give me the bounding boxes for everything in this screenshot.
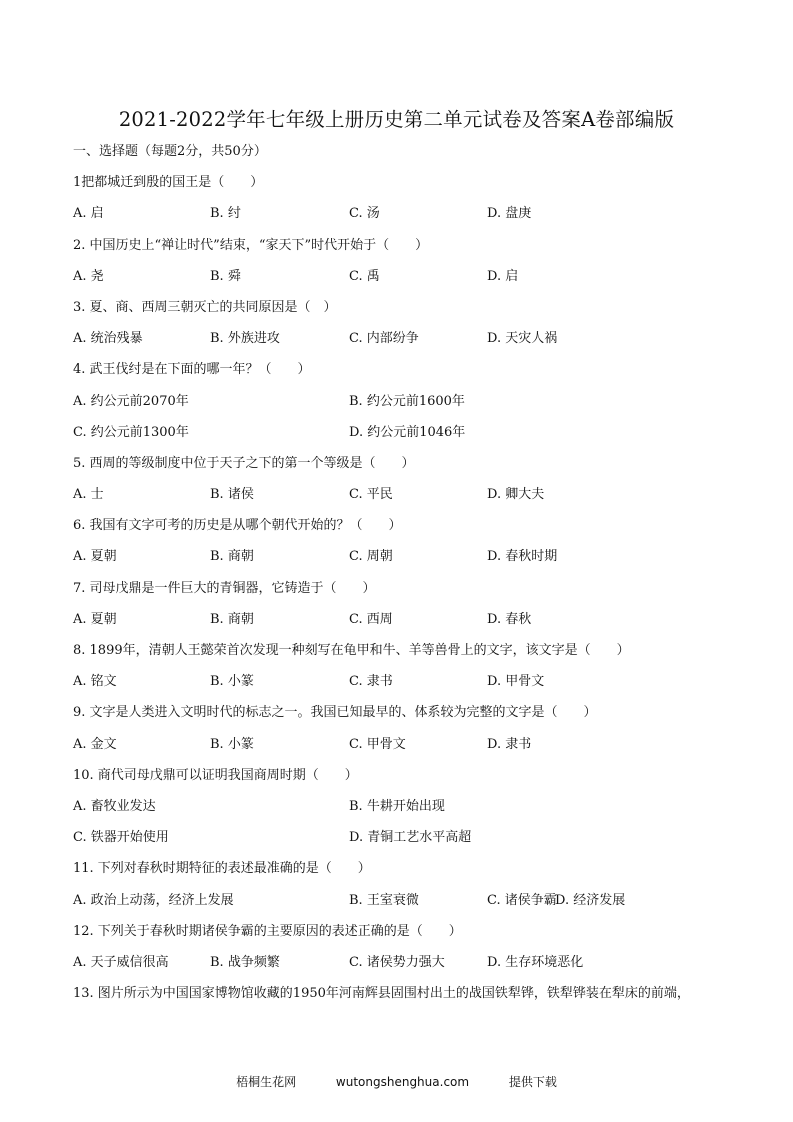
option-d: D. 春秋	[487, 611, 532, 627]
question-options	[73, 424, 753, 455]
q13-stem: 13. 图片所示为中国国家博物馆收藏的1950年河南辉县固围村出土的战国铁犁铧，铁犁铧装在犁床的前端，	[73, 986, 690, 1002]
question-stem	[73, 923, 753, 954]
option-b: B. 牛耕开始出现	[349, 798, 445, 814]
option-b: B. 战争频繁	[210, 954, 280, 970]
footer-download: 提供下载	[508, 1075, 557, 1089]
option-c: C. 诸侯势力强大	[349, 954, 445, 970]
option-c: C. 禹	[349, 268, 380, 284]
question-options	[73, 330, 753, 361]
option-c: C. 隶书	[349, 674, 393, 690]
option-a: A. 夏朝	[73, 549, 117, 565]
option-d: D. 天灾人祸	[487, 331, 558, 347]
option-a: A. 政治上动荡，经济上发展	[73, 892, 234, 908]
question-stem	[73, 860, 753, 891]
question-options	[73, 954, 753, 985]
question-list	[73, 143, 753, 1016]
option-a: A. 统治残暴	[73, 331, 143, 347]
question-options	[73, 393, 753, 424]
footer-site-name: 梧桐生花网	[236, 1075, 297, 1089]
option-b: B. 外族进攻	[210, 331, 280, 347]
question-stem	[73, 237, 753, 268]
q6-stem: 6. 我国有文字可考的历史是从哪个朝代开始的？（ ）	[73, 518, 402, 534]
option-c: C. 约公元前1300年	[73, 424, 189, 440]
section-heading	[73, 143, 753, 174]
question-options	[73, 611, 753, 642]
question-stem	[73, 174, 753, 205]
question-stem	[73, 704, 753, 735]
option-a: A. 铭文	[73, 674, 117, 690]
question-stem	[73, 517, 753, 548]
footer-url[interactable]: wutongshenghua.com	[335, 1075, 470, 1089]
section-label: 一、选择题（每题2分，共50分）	[73, 144, 267, 159]
option-d: D. 甲骨文	[487, 674, 545, 690]
option-d: D. 青铜工艺水平高超	[349, 830, 472, 846]
question-options	[73, 829, 753, 860]
document-title: 2021-2022学年七年级上册历史第二单元试卷及答案A卷部编版	[118, 108, 675, 131]
option-a: A. 天子威信很高	[73, 954, 169, 970]
option-b: B. 小篆	[210, 674, 254, 690]
option-b: B. 王室衰微	[349, 892, 419, 908]
q3-stem: 3. 夏、商、西周三朝灭亡的共同原因是（ ）	[73, 299, 337, 315]
option-a: A. 启	[73, 206, 104, 222]
q2-stem: 2. 中国历史上“禅让时代”结束，“家天下”时代开始于（ ）	[73, 237, 429, 253]
option-d: D. 生存环境恶化	[487, 954, 584, 970]
q1-stem: 1把都城迁到殷的国王是（ ）	[73, 175, 264, 191]
q4-stem: 4. 武王伐纣是在下面的哪一年？（ ）	[73, 362, 311, 378]
option-d: D. 约公元前1046年	[349, 424, 466, 440]
question-stem	[73, 299, 753, 330]
q12-stem: 12. 下列关于春秋时期诸侯争霸的主要原因的表述正确的是（ ）	[73, 923, 462, 939]
option-d: D. 春秋时期	[487, 549, 558, 565]
option-c: C. 甲骨文	[349, 736, 406, 752]
option-a: A. 金文	[73, 736, 117, 752]
option-c: C. 铁器开始使用	[73, 830, 169, 846]
option-b: B. 纣	[210, 206, 241, 222]
option-c: C. 汤	[349, 206, 380, 222]
q10-stem: 10. 商代司母戊鼎可以证明我国商周时期（ ）	[73, 767, 358, 783]
question-options	[73, 486, 753, 517]
question-options	[73, 205, 753, 236]
q9-stem: 9. 文字是人类进入文明时代的标志之一。我国已知最早的、体系较为完整的文字是（ ）	[73, 705, 597, 721]
option-b: B. 诸侯	[210, 487, 254, 503]
option-c: C. 平民	[349, 487, 393, 503]
question-options	[73, 268, 753, 299]
option-c: C. 西周	[349, 611, 393, 627]
option-b: B. 约公元前1600年	[349, 393, 465, 409]
question-options	[73, 892, 753, 923]
option-d: D. 经济发展	[555, 892, 626, 908]
option-b: B. 舜	[210, 268, 241, 284]
q11-stem: 11. 下列对春秋时期特征的表述最准确的是（ ）	[73, 861, 371, 877]
question-stem	[73, 985, 753, 1016]
option-d: D. 隶书	[487, 736, 532, 752]
option-a: A. 尧	[73, 268, 104, 284]
option-c: C. 周朝	[349, 549, 393, 565]
option-d: D. 卿大夫	[487, 487, 545, 503]
option-a: A. 畜牧业发达	[73, 798, 156, 814]
question-options	[73, 736, 753, 767]
question-stem	[73, 455, 753, 486]
question-options	[73, 548, 753, 579]
option-b: B. 商朝	[210, 549, 254, 565]
option-b: B. 小篆	[210, 736, 254, 752]
option-d: D. 盘庚	[487, 206, 532, 222]
option-d: D. 启	[487, 268, 519, 284]
question-stem	[73, 642, 753, 673]
q8-stem: 8. 1899年，清朝人王懿荣首次发现一种刻写在龟甲和牛、羊等兽骨上的文字，该文字是（ ）	[73, 643, 630, 658]
option-c: C. 诸侯争霸	[487, 892, 557, 908]
page-footer	[0, 1073, 793, 1090]
option-b: B. 商朝	[210, 611, 254, 627]
question-stem	[73, 767, 753, 798]
option-a: A. 夏朝	[73, 611, 117, 627]
q5-stem: 5. 西周的等级制度中位于天子之下的第一个等级是（ ）	[73, 455, 415, 471]
question-options	[73, 673, 753, 704]
option-a: A. 士	[73, 487, 104, 503]
option-a: A. 约公元前2070年	[73, 393, 189, 409]
question-options	[73, 798, 753, 829]
question-stem	[73, 361, 753, 392]
question-stem	[73, 580, 753, 611]
q7-stem: 7. 司母戊鼎是一件巨大的青铜器，它铸造于（ ）	[73, 580, 376, 596]
option-c: C. 内部纷争	[349, 331, 419, 347]
